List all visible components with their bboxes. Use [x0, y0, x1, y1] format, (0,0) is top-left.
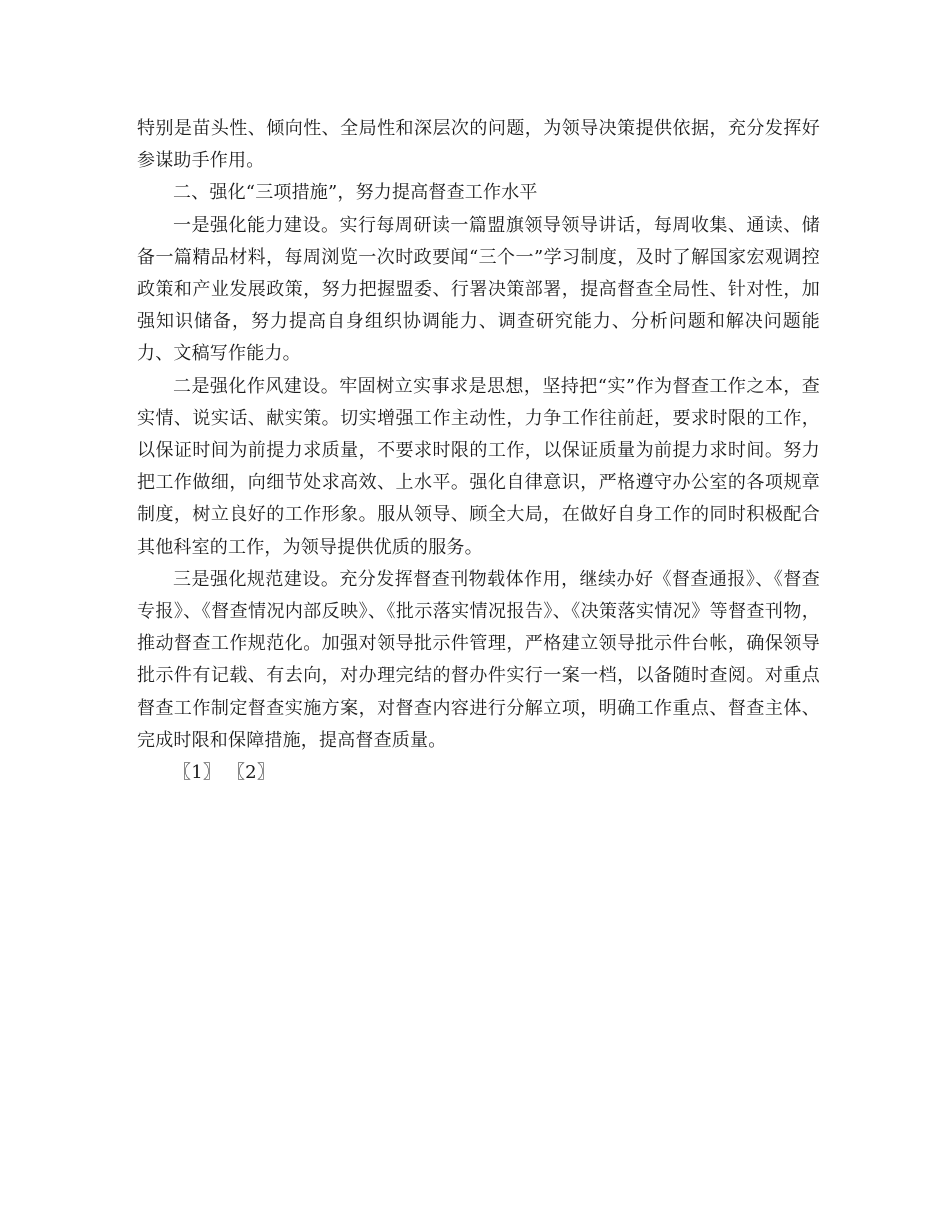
document-body — [137, 113, 820, 789]
paragraph-work-style-building: 二是强化作风建设。牢固树立实事求是思想，坚持把“实”作为督查工作之本，查实情、说实话、献实策。切实增强工作主动性，力争工作往前赶，要求时限的工作，以保证时间为前提力求质量，不要求时限的工作，以保证质量为前提力求时间。努力把工作做细，向细节处求高效、上水平。强化自律意识，严格遵守办公室的各项规章制度，树立良好的工作形象。服从领导、顾全大局，在做好自身工作的同时积极配合其他科室的工作，为领导提供优质的服务。 — [137, 375, 820, 558]
paragraph-capability-building: 一是强化能力建设。实行每周研读一篇盟旗领导领导讲话，每周收集、通读、储备一篇精品材料，每周浏览一次时政要闻“三个一”学习制度，及时了解国家宏观调控政策和产业发展政策，努力把握盟委、行署决策部署，提高督查全局性、针对性，加强知识储备，努力提高自身组织协调能力、调查研究能力、分析问题和解决问题能力、文稿写作能力。 — [137, 214, 820, 365]
paragraph-standardization-building: 三是强化规范建设。充分发挥督查刊物载体作用，继续办好《督查通报》、《督查专报》、《督查情况内部反映》、《批示落实情况报告》、《决策落实情况》等督查刊物，推动督查工作规范化。加强对领导批示件管理，严格建立领导批示件台帐，确保领导批示件有记载、有去向，对办理完结的督办件实行一案一档，以备随时查阅。对重点督查工作制定督查实施方案，对督查内容进行分解立项，明确工作重点、督查主体、完成时限和保障措施，提高督查质量。 — [137, 568, 820, 751]
pagination — [137, 757, 820, 789]
page-link-2[interactable]: 〖2〗 — [226, 762, 276, 784]
page-link-1[interactable]: 〖1〗 — [173, 762, 222, 784]
section-heading: 二、强化“三项措施”，努力提高督查工作水平 — [173, 182, 538, 204]
paragraph-intro-continuation: 特别是苗头性、倾向性、全局性和深层次的问题，为领导决策提供依据，充分发挥好参谋助手作用。 — [137, 118, 820, 172]
